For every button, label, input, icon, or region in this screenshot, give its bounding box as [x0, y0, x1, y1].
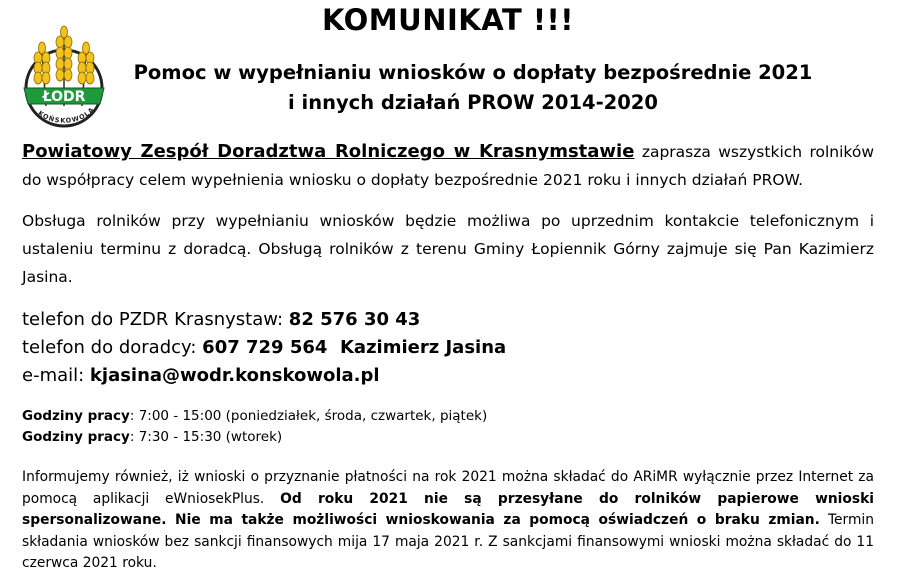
subtitle-line-1: Pomoc w wypełnianiu wniosków o dopłaty bezpośrednie 2021 — [133, 61, 813, 84]
email-label: e-mail: — [22, 365, 90, 386]
contact-office — [22, 307, 420, 333]
service-paragraph: Obsługa rolników przy wypełnianiu wniosków będzie możliwa po uprzednim kontakcie telefonicznym i ustaleniu terminu z doradcą. Obsługą rolników z terenu Gminy Łopiennik Górny zajmuje się Pan Kazimierz Jasina. — [22, 212, 874, 286]
logo-place: KOŃSKOWOLA — [36, 105, 97, 125]
advisor-label: telefon do doradcy: — [22, 337, 203, 358]
logo-acronym: ŁODR — [42, 89, 86, 105]
notice-part-2: Termin składania wniosków bez sankcji finansowych mija 17 maja 2021 r. Z sankcjami finansowymi wnioski można składać do 11 czerwca 2021 roku. — [22, 512, 874, 571]
hours-value: : 7:00 - 15:00 (poniedziałek, środa, czwartek, piątek) — [129, 408, 488, 424]
notice-part-1: Informujemy również, iż wnioski o przyznanie płatności na rok 2021 można składać do ARiMR wyłącznie przez Internet za pomocą aplikacji eWniosekPlus. — [22, 469, 874, 507]
hours-label: Godziny pracy — [22, 408, 130, 424]
notice-paragraph — [22, 467, 874, 575]
hours-value: : 7:30 - 15:30 (wtorek) — [129, 429, 283, 445]
hours-label: Godziny pracy — [22, 429, 130, 445]
intro-paragraph — [22, 138, 874, 194]
subtitle-line-2: i innych działań PROW 2014-2020 — [288, 91, 658, 114]
email-address[interactable]: kjasina@wodr.konskowola.pl — [89, 365, 380, 386]
office-phone: 82 576 30 43 — [288, 309, 421, 330]
notice-bold: Od roku 2021 nie są przesyłane do rolników papierowe wnioski spersonalizowane. Nie ma także możliwości wnioskowania za pomocą oświadczeń o braku zmian. — [22, 490, 874, 528]
page-title: KOMUNIKAT !!! — [321, 3, 574, 37]
contact-email — [22, 363, 380, 389]
advisor-phone: 607 729 564 — [202, 337, 328, 358]
hours-line-1 — [22, 406, 487, 427]
page-subtitle — [118, 58, 828, 118]
office-label: telefon do PZDR Krasnystaw: — [22, 309, 289, 330]
intro-lead: Powiatowy Zespół Doradztwa Rolniczego w Krasnymstawie — [22, 141, 635, 162]
advisor-name: Kazimierz Jasina — [339, 337, 507, 358]
contact-advisor — [22, 335, 506, 361]
intro-text: zaprasza wszystkich rolników do współpracy celem wypełnienia wniosku o dopłaty bezpośrednie 2021 roku i innych działań PROW. — [22, 143, 874, 189]
hours-line-2 — [22, 427, 282, 448]
